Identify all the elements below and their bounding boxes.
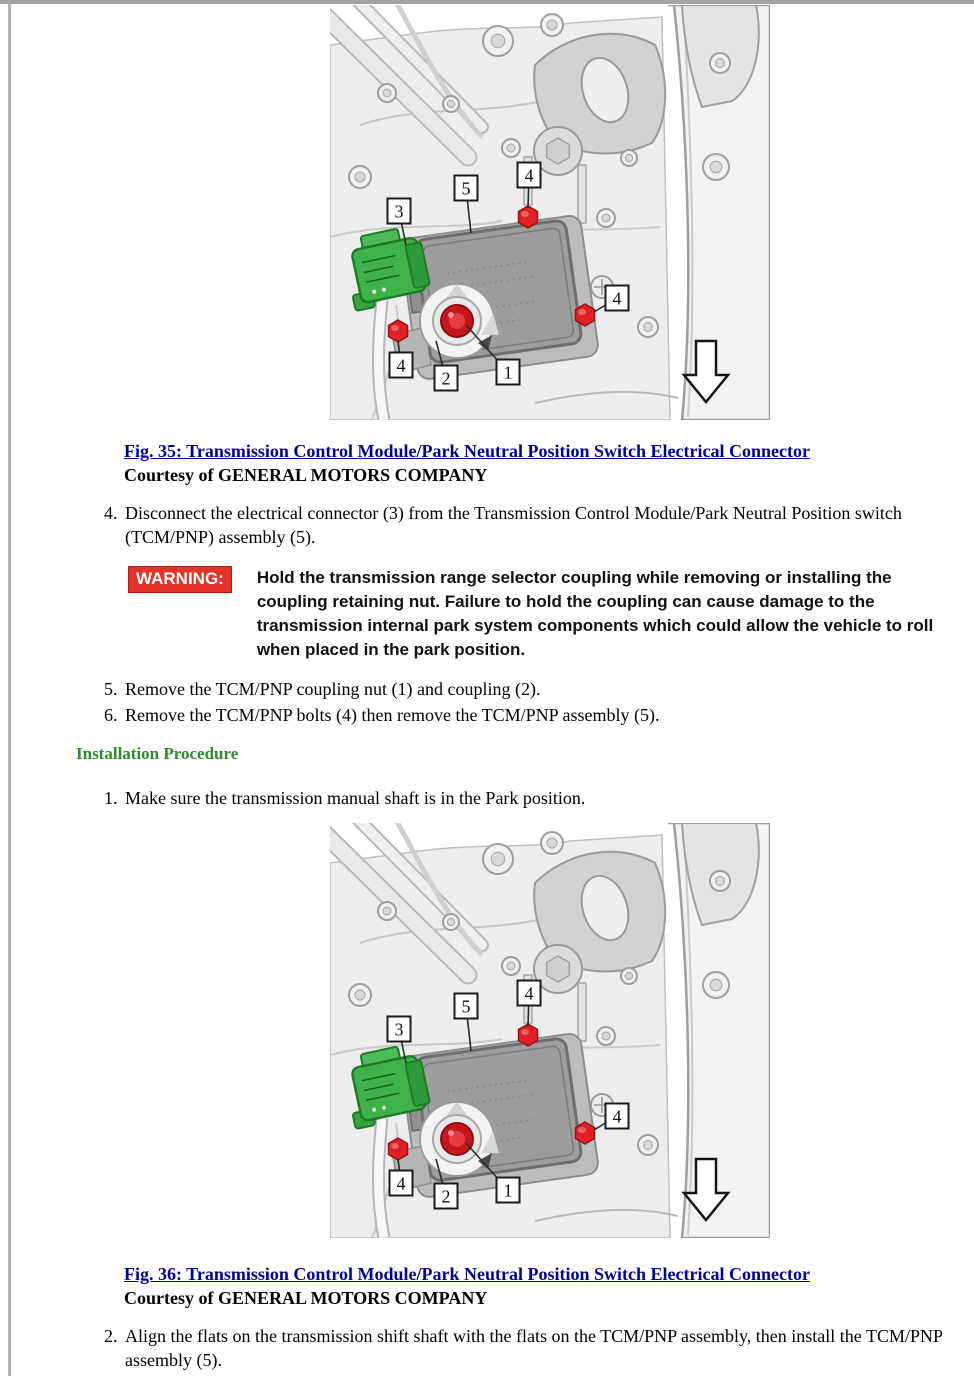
installation-procedure-heading: Installation Procedure (76, 744, 239, 763)
step-text: Disconnect the electrical connector (3) from the Transmission Control Module/Park Neutral Position switch (TCM/PNP) assembly (5). (125, 503, 902, 547)
removal-step-4 (104, 501, 957, 549)
warning-block (128, 566, 963, 662)
step-text: Remove the TCM/PNP bolts (4) then remove the TCM/PNP assembly (5). (125, 705, 660, 725)
svg-text:4: 4 (612, 288, 622, 309)
svg-text:1: 1 (503, 1180, 513, 1201)
page-left-border (8, 4, 11, 1376)
figure-36-image (330, 823, 770, 1238)
svg-text:3: 3 (394, 201, 404, 222)
svg-text:2: 2 (441, 368, 451, 389)
figure-35-courtesy: Courtesy of GENERAL MOTORS COMPANY (124, 465, 488, 485)
figure-36-diagram (330, 823, 770, 1238)
step-text: Make sure the transmission manual shaft is in the Park position. (125, 788, 586, 808)
figure-35-image (330, 5, 770, 420)
svg-text:3: 3 (394, 1019, 404, 1040)
removal-step-5 (104, 677, 957, 701)
figure-35-caption-block (124, 440, 944, 488)
svg-text:4: 4 (524, 165, 534, 186)
svg-text:4: 4 (612, 1106, 622, 1127)
installation-step-2 (104, 1324, 957, 1372)
figure-36-caption-block (124, 1263, 944, 1311)
window-top-edge (0, 0, 974, 4)
figure-35-caption-link[interactable]: Fig. 35: Transmission Control Module/Park Neutral Position Switch Electrical Connector (124, 441, 810, 461)
installation-step-1 (104, 786, 957, 810)
step-text: Remove the TCM/PNP coupling nut (1) and coupling (2). (125, 679, 541, 699)
svg-text:5: 5 (461, 178, 471, 199)
svg-text:4: 4 (396, 1173, 406, 1194)
svg-text:1: 1 (503, 362, 513, 383)
step-text: Align the flats on the transmission shift shaft with the flats on the TCM/PNP assembly, then install the TCM/PNP assembly (5). (125, 1326, 943, 1370)
svg-text:4: 4 (396, 355, 406, 376)
svg-text:4: 4 (524, 983, 534, 1004)
step-number: 4. (104, 503, 118, 523)
figure-36-courtesy: Courtesy of GENERAL MOTORS COMPANY (124, 1288, 488, 1308)
step-number: 1. (104, 788, 118, 808)
step-number: 6. (104, 705, 118, 725)
warning-text: Hold the transmission range selector coupling while removing or installing the coupling retaining nut. Failure to hold the coupling can cause damage to the transmission internal park system components which could allow the vehicle to roll when placed in the park position. (256, 568, 934, 659)
step-number: 5. (104, 679, 118, 699)
svg-text:2: 2 (441, 1186, 451, 1207)
removal-step-6 (104, 703, 957, 727)
svg-text:5: 5 (461, 996, 471, 1017)
step-number: 2. (104, 1326, 118, 1346)
figure-36-caption-link[interactable]: Fig. 36: Transmission Control Module/Park Neutral Position Switch Electrical Connector (124, 1264, 810, 1284)
figure-35-diagram (330, 5, 770, 420)
warning-badge: WARNING: (128, 566, 232, 593)
